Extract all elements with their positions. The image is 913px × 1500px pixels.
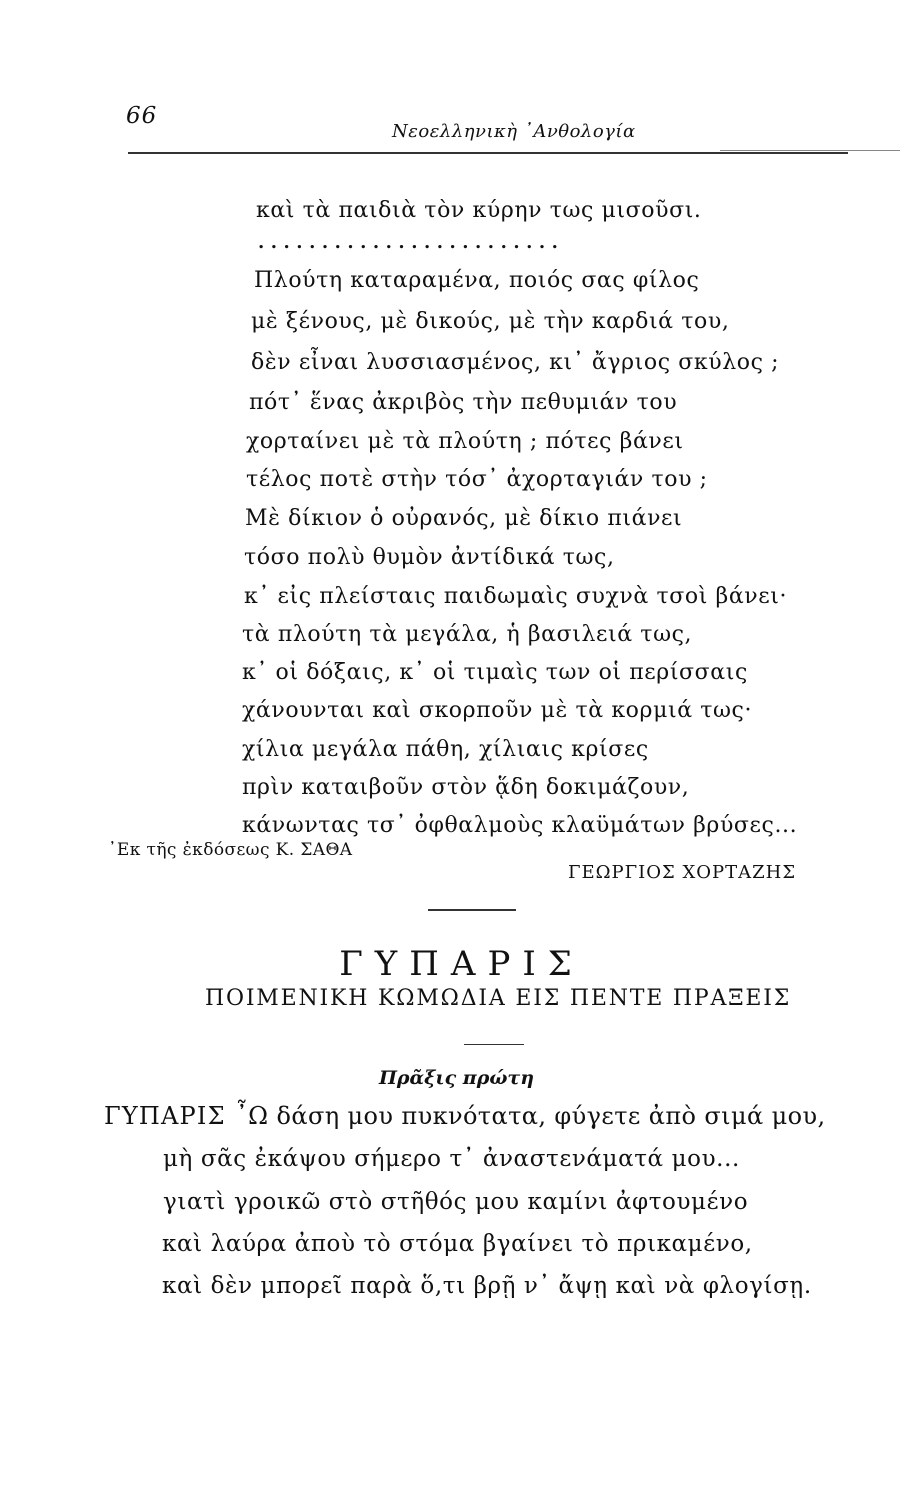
poem-line: Μὲ δίκιον ὁ οὐρανός, μὲ δίκιο πιάνει: [245, 506, 683, 531]
section-separator: [428, 909, 516, 911]
act-heading: Πρᾶξις πρώτη: [378, 1067, 535, 1089]
poem-line: τέλος ποτὲ στὴν τόσ᾿ ἀχορταγιάν του ;: [246, 467, 708, 492]
edition-source: ᾿Εκ τῆς ἐκδόσεως Κ. ΣΑΘΑ: [108, 840, 353, 860]
poem-line: πότ᾿ ἕνας ἀκριβὸς τὴν πεθυμιάν του: [249, 390, 678, 415]
poem-line: Πλούτη καταραμένα, ποιός σας φίλος: [254, 268, 700, 293]
play-line: μὴ σᾶς ἐκάψου σήμερο τ᾿ ἀναστενάματά μου...: [163, 1146, 740, 1172]
play-line: καὶ λαύρα ἀποὺ τὸ στόμα βγαίνει τὸ πρικαμένο,: [162, 1231, 753, 1257]
play-subtitle: ΠΟΙΜΕΝΙΚΗ ΚΩΜΩΔΙΑ ΕΙΣ ΠΕΝΤΕ ΠΡΑΞΕΙΣ: [205, 986, 792, 1011]
poem-line: τόσο πολὺ θυμὸν ἀντίδικά τως,: [244, 545, 615, 570]
speaker-name: ΓΥΠΑΡΙΣ: [104, 1102, 226, 1130]
poem-line: πρὶν καταιβοῦν στὸν ᾅδη δοκιμάζουν,: [242, 775, 690, 800]
poem-line: κάνωντας τσ᾿ ὀφθαλμοὺς κλαϋμάτων βρύσες...: [242, 813, 798, 838]
poem-line: χίλια μεγάλα πάθη, χίλιαις κρίσες: [242, 737, 649, 762]
poem-line: χορταίνει μὲ τὰ πλούτη ; πότες βάνει: [246, 429, 684, 454]
play-line: ῏Ω δάση μου πυκνότατα, φύγετε ἀπὸ σιμά μου,: [235, 1102, 826, 1130]
play-title: ΓΥΠΑΡΙΣ: [339, 944, 584, 984]
header-rule-extension: [720, 150, 900, 151]
poem-line: κ᾿ εἰς πλείσταις παιδωμαὶς συχνὰ τσοὶ βάνει·: [244, 584, 788, 609]
play-line: γιατὶ γροικῶ στὸ στῆθός μου καμίνι ἀφτουμένο: [163, 1189, 749, 1215]
poem-author: ΓΕΩΡΓΙΟΣ ΧΟΡΤΑΖΗΣ: [568, 862, 797, 883]
poem-line: χάνουνται καὶ σκορποῦν μὲ τὰ κορμιά τως·: [242, 698, 753, 723]
poem-line: τὰ πλούτη τὰ μεγάλα, ἡ βασιλειά τως,: [242, 622, 693, 647]
play-line: καὶ δὲν μπορεῖ παρὰ ὅ,τι βρῇ ν᾿ ἄψῃ καὶ νὰ φλογίσῃ.: [162, 1273, 812, 1299]
poem-line: μὲ ξένους, μὲ δικούς, μὲ τὴν καρδιά του,: [251, 309, 730, 334]
dialogue-first-line: [104, 1102, 826, 1130]
poem-line: κ᾿ οἱ δόξαις, κ᾿ οἱ τιμαὶς των οἱ περίσσαις: [242, 660, 748, 685]
header-rule: [128, 152, 848, 154]
poem-line: καὶ τὰ παιδιὰ τὸν κύρην τως μισοῦσι.: [256, 198, 702, 223]
poem-line: δὲν εἶναι λυσσιασμένος, κι᾿ ἄγριος σκύλος ;: [251, 350, 780, 375]
ellipsis-dots: ........................: [258, 232, 565, 253]
page-number: 66: [126, 103, 158, 129]
subtitle-separator: [464, 1044, 524, 1045]
running-title: Νεοελληνικὴ ᾿Ανθολογία: [392, 121, 636, 142]
